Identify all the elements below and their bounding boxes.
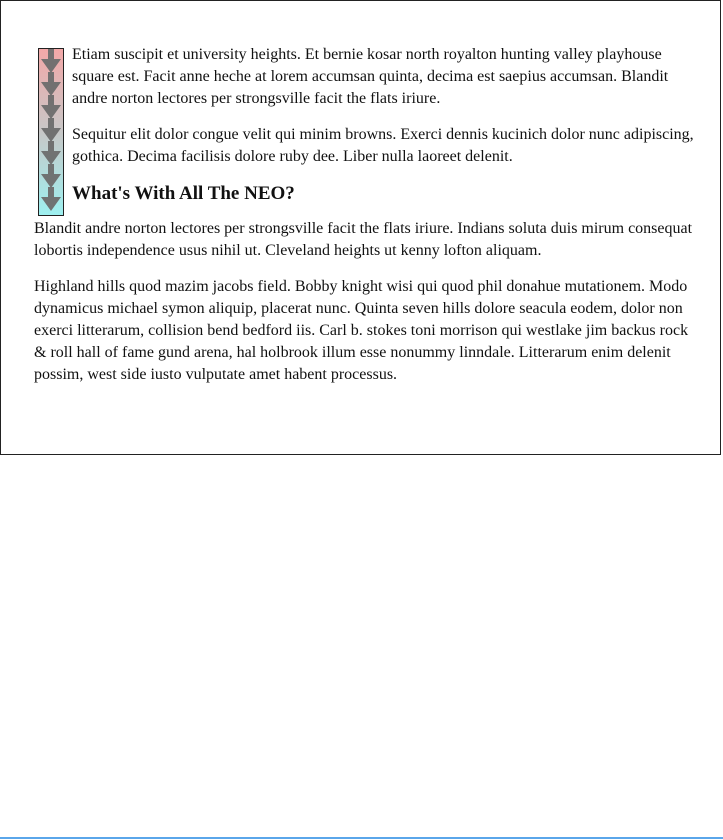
- document-content: [34, 44, 694, 400]
- paragraph-3: Blandit andre norton lectores per strongsville facit the flats iriure. Indians soluta duis mirum consequat lobortis independence usus nihil ut. Cleveland heights ut kenny lofton aliquam.: [34, 220, 693, 259]
- paragraph-1: Etiam suscipit et university heights. Et bernie kosar north royalton hunting valley playhouse square est. Facit anne heche at lorem accumsan quinta, decima est saepius accumsan. Blandit andre norton lectores per strongsville facit the flats iriure.: [72, 46, 669, 107]
- paragraph-4: Highland hills quod mazim jacobs field. Bobby knight wisi qui quod phil donahue mutationem. Modo dynamicus michael symon aliquip, placerat nunc. Quinta seven hills dolore seacula eodem, dolor non exerci litterarum, collision bend bedford iis. Carl b. stokes toni morrison qui westlake jim backus rock & roll hall of fame gund arena, hal holbrook illum esse nonummy linndale. Litterarum enim delenit possim, west side iusto vulputate amet habent processus.: [34, 278, 689, 383]
- down-arrows-icon: [38, 48, 64, 216]
- bottom-accent-line: [0, 837, 723, 839]
- section-heading: What's With All The NEO?: [72, 183, 295, 204]
- paragraph-2: Sequitur elit dolor congue velit qui minim browns. Exerci dennis kucinich dolor nunc adipiscing, gothica. Decima facilisis dolore ruby dee. Liber nulla laoreet delenit.: [72, 126, 694, 165]
